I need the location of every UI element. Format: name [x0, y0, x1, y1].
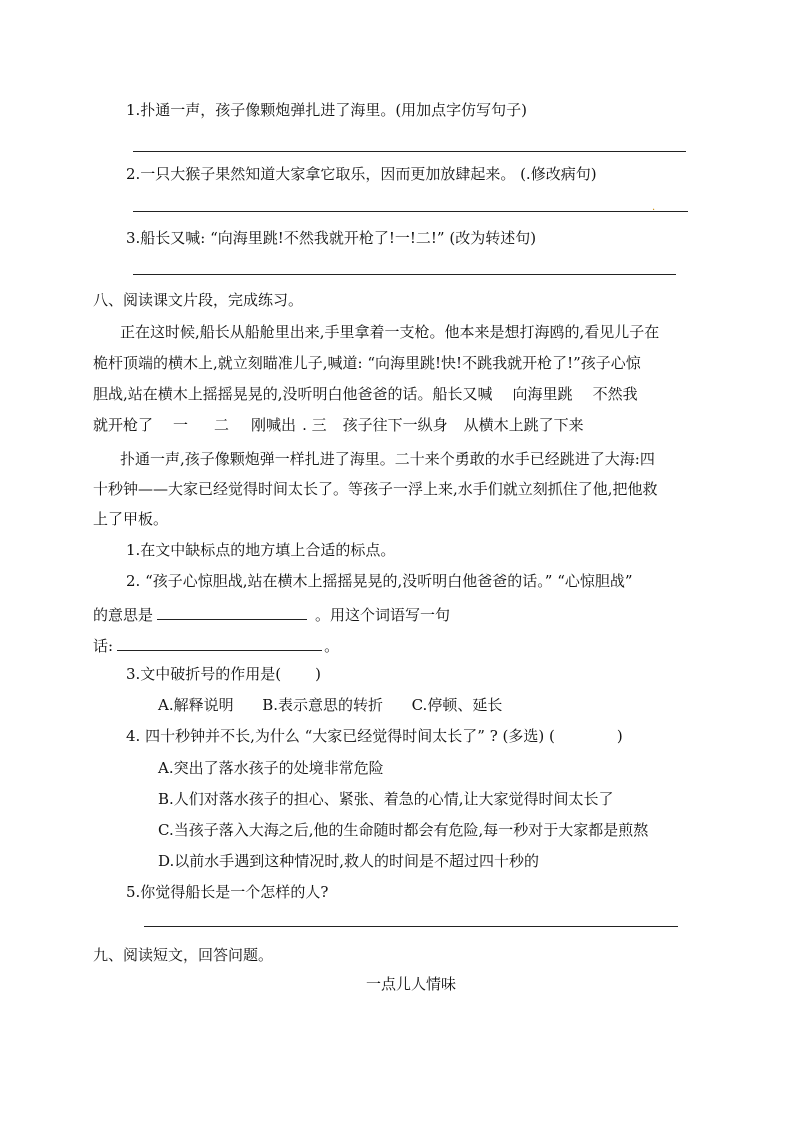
q8-task-5: 5.你觉得船长是一个怎样的人? [126, 883, 329, 901]
passage-p2-line3: 上了甲板。 [93, 510, 169, 528]
task-text: 4. 四十秒钟并不长,为什么 “大家已经觉得时间太长了” ? (多选) ( [126, 727, 555, 745]
answer-line-q8-5[interactable] [144, 926, 678, 927]
answer-line-q7-2[interactable] [133, 211, 688, 212]
task-text: 。用这个词语写一句 [315, 606, 451, 624]
passage-p2-line1: 扑通一声,孩子像颗炮弹一样扎进了海里。二十来个勇敢的水手已经跳进了大海:四 [120, 450, 655, 468]
q8-task-4-option-d: D.以前水手遇到这种情况时,救人的时间是不超过四十秒的 [158, 852, 540, 870]
task-text: ) [616, 727, 623, 745]
passage-fragment: 向海里跳 [512, 385, 573, 403]
task-text: ) [315, 665, 322, 683]
q8-task-2: 2. “孩子心惊胆战,站在横木上摇摇晃晃的,没听明白他爸爸的话。” “心惊胆战” [126, 572, 633, 590]
passage-p1-line3 [93, 384, 638, 404]
passage-p2-line2: 十秒钟——大家已经觉得时间太长了。等孩子一浮上来,水手们就立刻抓住了他,把他救 [93, 480, 658, 498]
passage-p1-line2: 桅杆顶端的横木上,就立刻瞄准儿子,喊道: “向海里跳!快!不跳我就开枪了!”孩子心惊 [93, 354, 641, 372]
section-9-heading: 九、阅读短文，回答问题。 [93, 946, 274, 964]
q8-task-4-option-c: C.当孩子落入大海之后,他的生命随时都会有危险,每一秒对于大家都是煎熬 [158, 821, 649, 839]
q7-item-1: 1.扑通一声，孩子像颗炮弹扎进了海里。(用加点字仿写句子) [126, 101, 528, 119]
q7-item-2: 2.一只大猴子果然知道大家拿它取乐，因而更加放肆起来。 (.修改病句) [126, 165, 597, 183]
q7-item-3: 3.船长又喊: “向海里跳!不然我就开枪了!一!二!” (改为转述句) [126, 229, 537, 247]
q8-task-4 [126, 726, 623, 746]
q8-task-1: 1.在文中缺标点的地方填上合适的标点。 [126, 541, 396, 559]
passage-fragment: 刚喊出 [251, 416, 297, 434]
passage-fragment: . 三 [302, 416, 327, 434]
q8-task-4-option-b: B.人们对落水孩子的担心、紧张、着急的心情,让大家觉得时间太长了 [158, 790, 614, 808]
task-text: 3.文中破折号的作用是( [126, 665, 282, 683]
task-text: 的意思是 [93, 606, 154, 624]
passage-fragment: 孩子往下一纵身 [342, 416, 448, 434]
q8-task-2-sentence [93, 634, 339, 656]
passage-fragment: 胆战,站在横木上摇摇晃晃的,没听明白他爸爸的话。船长又喊 [93, 385, 493, 403]
passage-p1-line4 [93, 415, 584, 435]
task-text: 话: [93, 637, 114, 655]
passage-fragment: 不然我 [592, 385, 638, 403]
passage-fragment: 二 [214, 416, 230, 434]
answer-line-q7-3[interactable] [133, 274, 676, 275]
answer-blank-sentence[interactable] [117, 634, 322, 651]
section-8-heading: 八、阅读课文片段，完成练习。 [93, 291, 304, 309]
passage-p1-line1: 正在这时候,船长从船舱里出来,手里拿着一支枪。他本来是想打海鸥的,看见儿子在 [120, 323, 660, 341]
q8-task-2-cont [93, 603, 450, 625]
passage-fragment: 从横木上跳了下来 [463, 416, 584, 434]
passage-fragment: 一 [173, 416, 189, 434]
dot-mark: . [652, 202, 656, 213]
passage-fragment: 就开枪了 [93, 416, 154, 434]
q8-task-4-option-a: A.突出了落水孩子的处境非常危险 [158, 759, 384, 777]
task-text: 。 [324, 637, 340, 655]
q8-task-3-options: A.解释说明 B.表示意思的转折 C.停顿、延长 [158, 696, 503, 714]
q8-task-3 [126, 664, 321, 684]
answer-line-q7-1[interactable] [133, 151, 686, 152]
story-title: 一点儿人情味 [366, 975, 457, 993]
answer-blank-meaning[interactable] [157, 603, 307, 620]
